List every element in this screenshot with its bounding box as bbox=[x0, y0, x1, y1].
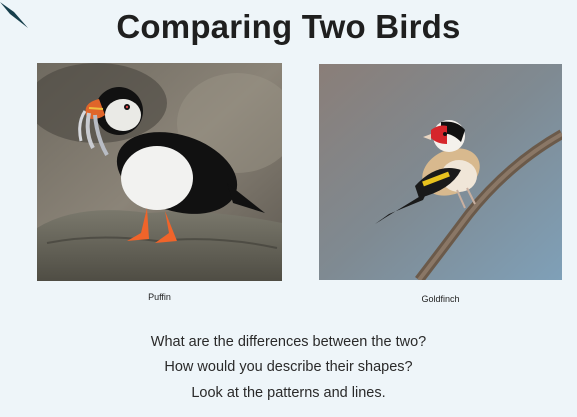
goldfinch-caption: Goldfinch bbox=[421, 294, 460, 304]
question-differences: What are the differences between the two? bbox=[150, 334, 427, 350]
question-patterns: Look at the patterns and lines. bbox=[191, 385, 386, 401]
question-shapes: How would you describe their shapes? bbox=[164, 359, 413, 375]
puffin-photo bbox=[37, 63, 282, 281]
slide-title: Comparing Two Birds bbox=[116, 8, 461, 45]
puffin-caption: Puffin bbox=[148, 292, 171, 302]
goldfinch-photo bbox=[319, 64, 562, 280]
